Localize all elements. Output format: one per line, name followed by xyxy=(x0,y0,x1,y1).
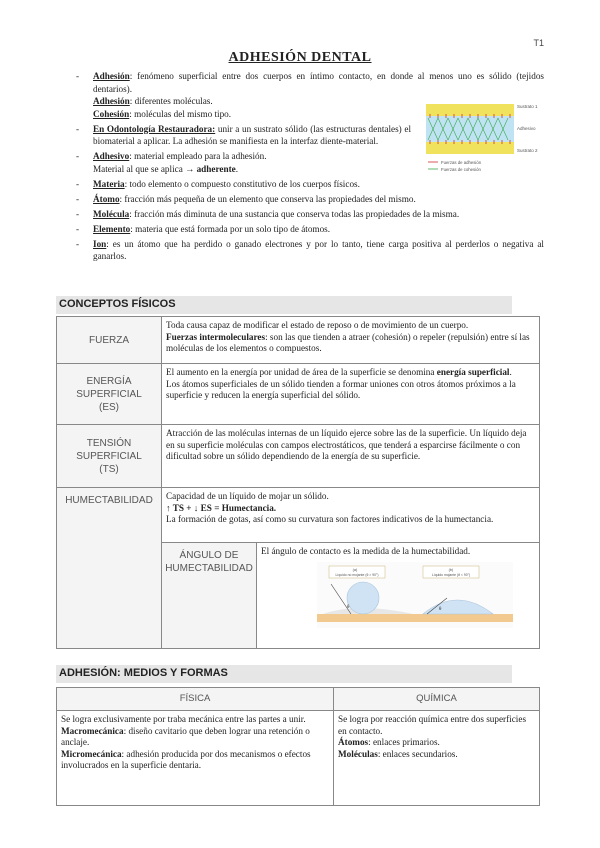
row-content: Atracción de las moléculas internas de un líquido ejerce sobre las de la superficie. Un líquido deja en su superficie moléculas con campos electrostáticos, que tenderá a esparcirse fácilmente o con dificultad sobre un sólido dependiendo de la energía de su superficie. xyxy=(162,425,540,488)
label-substrate-1: Sustrato 1 xyxy=(517,104,538,109)
row-content: Toda causa capaz de modificar el estado de reposo o de movimiento de un cuerpo. Fuerzas intermoleculares: son las que tienden a atraer (cohesión) o repeler (repulsión) entre sí las moléculas de los elementos o compuestos. xyxy=(162,317,540,364)
section-heading-conceptos: CONCEPTOS FÍSICOS xyxy=(56,296,512,314)
svg-text:θ: θ xyxy=(347,604,350,610)
contact-angle-figure xyxy=(317,562,513,628)
cell-fisica: Se logra exclusivamente por traba mecánica entre las partes a unir. Macromecánica: diseño cavitario que deben lograr una retención o anclaje. Micromecánica: adhesión producida por dos mecanismos o efectos involucrados en la superficie dentaria. xyxy=(57,711,334,806)
table-row xyxy=(57,711,540,806)
column-header-quimica: QUÍMICA xyxy=(334,688,540,711)
list-item: - Ion: es un átomo que ha perdido o ganado electrones y por lo tanto, tiene carga positiva al perderlos o negativa al ganarlos. xyxy=(76,238,544,262)
conceptos-table xyxy=(56,316,540,649)
adhesive-layer xyxy=(426,116,514,142)
section-heading-medios: ADHESIÓN: MEDIOS Y FORMAS xyxy=(56,665,512,683)
svg-text:Líquido mojante (θ < 90°): Líquido mojante (θ < 90°) xyxy=(431,572,471,577)
table-row xyxy=(57,488,540,543)
list-item: - Adhesivo: material empleado para la adhesión. Material al que se aplica → adherente. xyxy=(72,150,411,175)
page-number: T1 xyxy=(533,38,544,48)
row-content: Capacidad de un líquido de mojar un sólido. ↑ TS + ↓ ES = Humectancia. La formación de gotas, así como su curvatura son factores indicativos de la humectancia. xyxy=(162,488,540,543)
term: Adhesivo xyxy=(93,151,130,162)
label-adhesive: Adhesivo xyxy=(517,126,536,131)
table-row xyxy=(57,364,540,425)
list-item: - Átomo: fracción más pequeña de un elemento que conserva las propiedades del mismo. xyxy=(76,193,416,204)
adhesion-diagram xyxy=(424,100,550,180)
table-row xyxy=(57,317,540,364)
row-label: ENERGÍA SUPERFICIAL (ES) xyxy=(57,364,162,425)
svg-text:θ: θ xyxy=(439,606,442,612)
column-header-fisica: FÍSICA xyxy=(57,688,334,711)
row-label: TENSIÓN SUPERFICIAL (TS) xyxy=(57,425,162,488)
svg-text:(b): (b) xyxy=(448,567,454,572)
list-item: - En Odontología Restauradora: unir a un sustrato sólido (las estructuras dentales) el biomaterial a aplicar. La adhesión se manifiesta en la interfaz diente-material. xyxy=(76,123,411,147)
row-label: FUERZA xyxy=(57,317,162,364)
svg-text:Líquido no mojante (θ > 90°): Líquido no mojante (θ > 90°) xyxy=(335,572,379,577)
definition: unir a un sustrato sólido (las estructuras dentales) el biomaterial a aplicar. La adhesión se manifiesta en la interfaz diente-material. xyxy=(93,123,411,147)
droplet-non-wetting xyxy=(347,582,379,614)
table-row xyxy=(57,425,540,488)
legend-cohesion: Fuerzas de cohesión xyxy=(441,167,481,172)
list-item: - Elemento: materia que está formada por un solo tipo de átomos. xyxy=(76,223,331,234)
medios-table xyxy=(56,687,540,806)
cell-quimica: Se logra por reacción química entre dos superficies en contacto. Átomos: enlaces primarios. Moléculas: enlaces secundarios. xyxy=(334,711,540,806)
svg-text:(a): (a) xyxy=(352,567,358,572)
row-label: HUMECTABILIDAD xyxy=(57,488,162,649)
term: Adhesión xyxy=(93,71,130,81)
definition: : material empleado para la adhesión. xyxy=(129,151,267,162)
row-content: El ángulo de contacto es la medida de la humectabilidad. (a) Líquido no mojante (θ > 90°) (b) Líquido mojante (θ < 90°) θ θ xyxy=(257,543,540,649)
label-substrate-2: Sustrato 2 xyxy=(517,148,538,153)
page-title: ADHESIÓN DENTAL xyxy=(228,50,372,65)
row-content: El aumento en la energía por unidad de área de la superficie se denomina energía superficial. Los átomos superficiales de un sólido tienden a formar uniones con otros átomos próximos a la superficie y reducen la energía superficial del sólido. xyxy=(162,364,540,425)
sub-definition: Cohesión: moléculas del mismo tipo. xyxy=(93,108,232,119)
row-sublabel: ÁNGULO DE HUMECTABILIDAD xyxy=(162,543,257,649)
list-item: - Molécula: fracción más diminuta de una sustancia que conserva todas las propiedades de la misma. xyxy=(76,208,460,219)
list-item: - Adhesión: fenómeno superficial entre dos cuerpos en íntimo contacto, en donde al menos uno es sólido (tejidos dentarios). Adhesión: diferentes moléculas. Cohesión: moléculas del mismo tipo. xyxy=(76,71,544,119)
definition: : fenómeno superficial entre dos cuerpos en íntimo contacto, en donde al menos uno es sólido (tejidos dentarios). xyxy=(93,71,544,94)
legend-adhesion: Fuerzas de adhesión xyxy=(441,160,482,165)
term: En Odontología Restauradora: xyxy=(93,123,216,134)
sub-definition: Adhesión: diferentes moléculas. xyxy=(93,96,213,107)
list-item: - Materia: todo elemento o compuesto constitutivo de los cuerpos físicos. xyxy=(76,178,360,189)
table-header-row xyxy=(57,688,540,711)
sub-definition: Material al que se aplica → adherente. xyxy=(93,163,239,174)
